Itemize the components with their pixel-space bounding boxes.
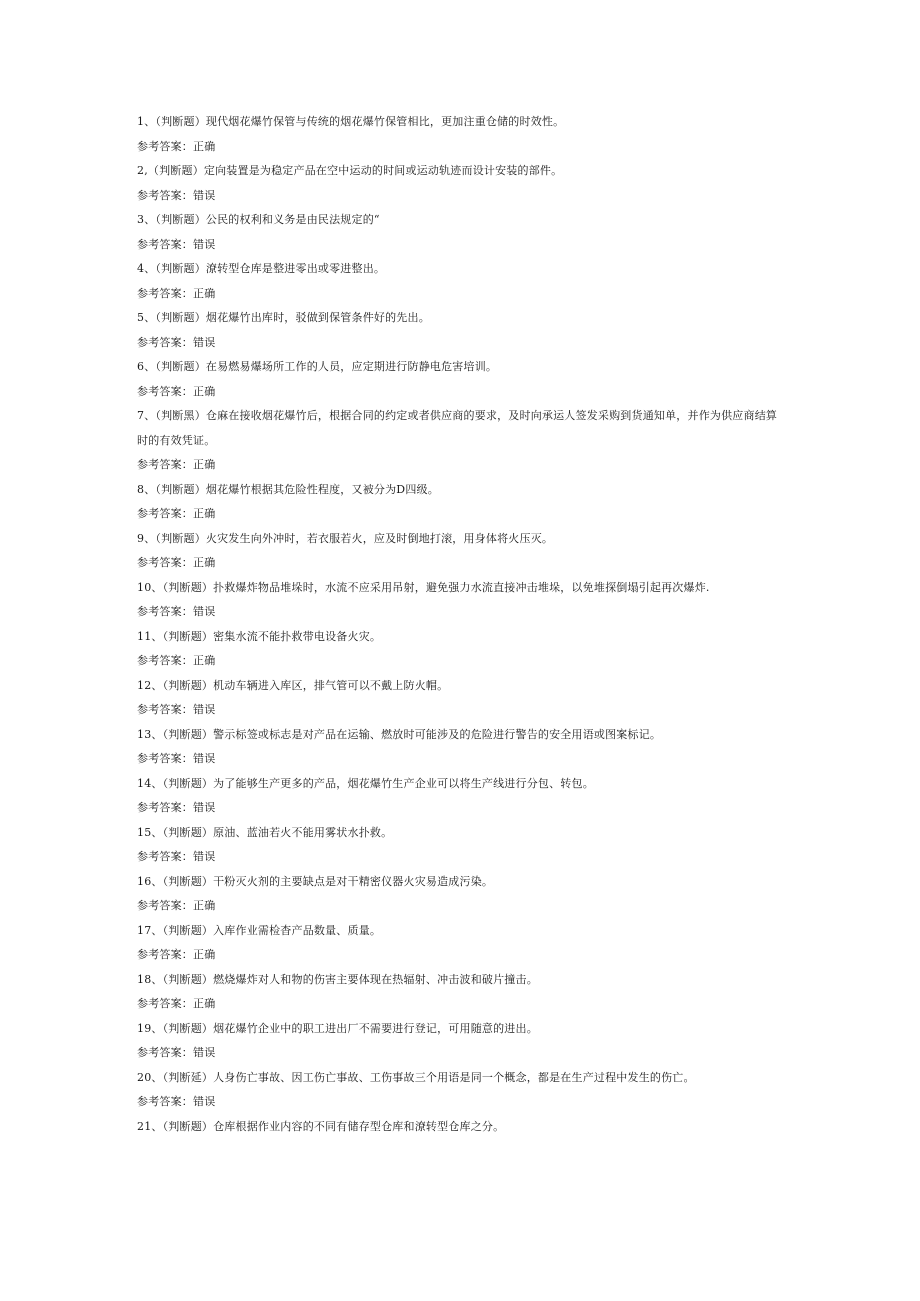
question-21: 21、（判断题）仓库根据作业内容的不同有储存型仓库和潦转型仓库之分。 <box>137 1119 505 1133</box>
answer-3: 参考答案：错误 <box>137 237 216 251</box>
question-7: 7、（判断黑）仓麻在接收烟花爆竹后，根据合同的约定或者供应商的要求，及时向承运人签发采购到货通知单，并作为供应商结算时的有效凭证。 <box>137 409 778 447</box>
question-20: 20、（判断延）人身伤亡事故、因工伤亡事故、工伤事故三个用语是同一个概念，都是在生产过程中发生的伤亡。 <box>137 1070 695 1084</box>
question-9: 9、（判断题）火灾发生向外冲时，若衣服若火，应及时倒地打滚，用身体将火压灭。 <box>137 531 554 545</box>
question-5: 5、（判断题）烟花爆竹出库时，驳做到保管条件好的先出。 <box>137 311 430 324</box>
question-6: 6、（判断题）在易燃易爆场所工作的人员，应定期进行防静电危害培训。 <box>137 360 498 373</box>
answer-20: 参考答案：错误 <box>137 1095 216 1108</box>
question-2: 2,（判断题）定向装置是为稳定产品在空中运动的时间或运动轨迹而设计安装的部件。 <box>137 164 563 177</box>
answer-8: 参考答案：正确 <box>137 507 216 520</box>
question-17: 17、（判断题）入库作业需检杳产品数量、质量。 <box>137 923 382 937</box>
answer-7: 参考答案：正确 <box>137 458 216 471</box>
answer-15: 参考答案：错误 <box>137 850 216 863</box>
question-18: 18、（判断题）燃烧爆炸对人和物的伤害主要体现在热辐射、冲击波和破片撞击。 <box>137 972 538 986</box>
question-16: 16、（判断题）干粉灭火剂的主要缺点是对干精密仪器火灾易造成污染。 <box>137 874 494 888</box>
answer-5: 参考答案：错误 <box>137 335 216 349</box>
question-14: 14、（判断题）为了能够生产更多的产品，烟花爆竹生产企业可以将生产线进行分包、转包。 <box>137 776 594 790</box>
question-12: 12、（判断题）机动车辆进入库区，排气管可以不戴上防火帽。 <box>137 678 449 692</box>
answer-12: 参考答案：错误 <box>137 703 216 716</box>
answer-4: 参考答案：正确 <box>137 286 216 300</box>
question-11: 11、（判断题）密集水流不能扑救带电设备火灾。 <box>137 629 382 643</box>
answer-16: 参考答案：正确 <box>137 899 216 912</box>
answer-2: 参考答案：错误 <box>137 188 216 202</box>
answer-13: 参考答案：错误 <box>137 752 216 765</box>
question-19: 19、（判断题）烟花爆竹企业中的职工进出厂不需要进行登记，可用随意的进出。 <box>137 1021 538 1035</box>
question-15: 15、（判断题）原油、蓝油若火不能用雾状水扑救。 <box>137 825 393 839</box>
answer-19: 参考答案：错误 <box>137 1046 216 1059</box>
question-4: 4、（判断题）潦转型仓库是整进零出或零进整出。 <box>137 262 386 275</box>
answer-18: 参考答案：正确 <box>137 997 216 1010</box>
answer-11: 参考答案：正确 <box>137 654 216 667</box>
answer-14: 参考答案：错误 <box>137 801 216 814</box>
answer-9: 参考答案：正确 <box>137 556 216 569</box>
question-3: 3、（判断题）公民的权利和义务是由民法规定的“ <box>137 213 380 226</box>
question-13: 13、（判断题）警示标签或标志是对产品在运输、燃放时可能涉及的危险进行警告的安全用语或图案标记。 <box>137 727 662 741</box>
question-1: 1、（判断题）现代烟花爆竹保管与传统的烟花爆竹保管相比，更加注重仓储的时效性。 <box>137 115 565 128</box>
answer-10: 参考答案：错误 <box>137 605 216 618</box>
answer-6: 参考答案：正确 <box>137 384 216 398</box>
question-10: 10、（判断题）扑救爆炸物品堆垛时，水流不应采用吊射，避免强力水流直接冲击堆垛，以免堆探倒塌引起再次爆炸. <box>137 580 710 594</box>
answer-17: 参考答案：正确 <box>137 948 216 961</box>
question-8: 8、（判断题）烟花爆竹根据其危险性程度，又被分为D四级。 <box>137 482 439 496</box>
answer-1: 参考答案：正确 <box>137 139 216 153</box>
